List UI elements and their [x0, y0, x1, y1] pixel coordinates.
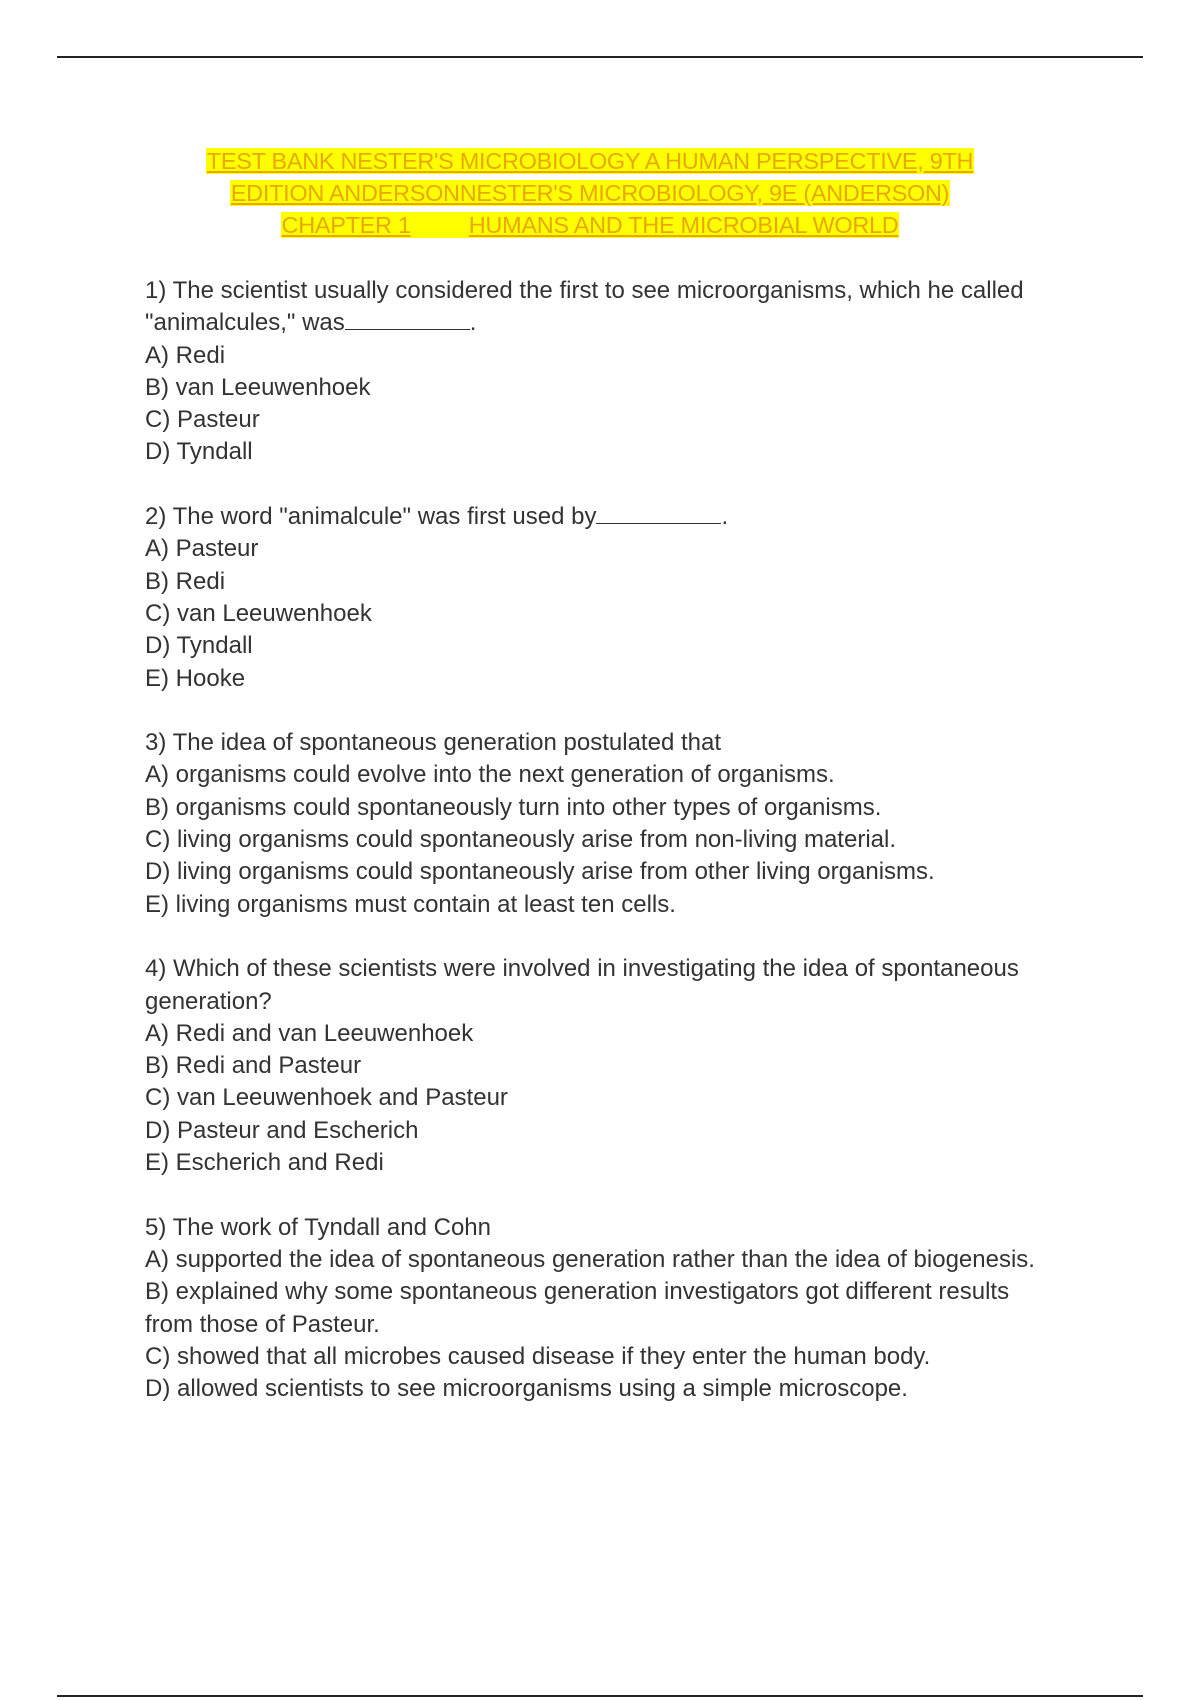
- top-rule: [57, 56, 1143, 58]
- answer-option: C) living organisms could spontaneously arise from non-living material.: [145, 826, 896, 854]
- answer-option: D) Pasteur and Escherich: [145, 1116, 419, 1144]
- answer-blank: [345, 307, 470, 330]
- answer-option: B) van Leeuwenhoek: [145, 373, 371, 401]
- answer-option: D) Tyndall: [145, 632, 253, 660]
- answer-option: D) Tyndall: [145, 438, 253, 466]
- answer-option: B) organisms could spontaneously turn into other types of organisms.: [145, 793, 882, 821]
- question-stem: 4) Which of these scientists were involved in investigating the idea of spontaneous generation?: [145, 955, 1019, 1015]
- title-line-2: EDITION ANDERSONNESTER'S MICROBIOLOGY, 9E (ANDERSON): [230, 180, 950, 206]
- chapter-title: HUMANS AND THE MICROBIAL WORLD: [468, 212, 899, 238]
- answer-option: A) Redi: [145, 341, 226, 369]
- answer-option: C) showed that all microbes caused disease if they enter the human body.: [145, 1342, 931, 1370]
- answer-option: E) Hooke: [145, 664, 246, 692]
- answer-option: D) allowed scientists to see microorganisms using a simple microscope.: [145, 1375, 908, 1403]
- bottom-rule: [57, 1695, 1143, 1697]
- answer-option: A) Redi and van Leeuwenhoek: [145, 1019, 474, 1047]
- question-2: [145, 501, 1045, 695]
- question-3: [145, 727, 1045, 921]
- answer-option: C) Pasteur: [145, 406, 260, 434]
- document-title: [140, 145, 1040, 241]
- question-list: [145, 275, 1045, 1438]
- answer-option: E) living organisms must contain at least ten cells.: [145, 890, 676, 918]
- answer-option: C) van Leeuwenhoek and Pasteur: [145, 1084, 508, 1112]
- answer-option: A) organisms could evolve into the next generation of organisms.: [145, 761, 835, 789]
- title-line-1: TEST BANK NESTER'S MICROBIOLOGY A HUMAN PERSPECTIVE, 9TH: [206, 148, 974, 174]
- answer-option: B) Redi: [145, 567, 226, 595]
- answer-option: B) Redi and Pasteur: [145, 1052, 362, 1080]
- answer-option: E) Escherich and Redi: [145, 1149, 384, 1177]
- question-5: [145, 1212, 1045, 1406]
- question-stem: 3) The idea of spontaneous generation postulated that: [145, 729, 721, 757]
- answer-option: D) living organisms could spontaneously arise from other living organisms.: [145, 858, 935, 886]
- question-stem: 1) The scientist usually considered the first to see microorganisms, which he called "animalcules," was .: [145, 277, 1024, 337]
- chapter-label: CHAPTER 1: [281, 212, 411, 238]
- answer-option: C) van Leeuwenhoek: [145, 599, 372, 627]
- answer-blank: [596, 501, 721, 524]
- question-stem: 2) The word "animalcule" was first used by .: [145, 503, 729, 531]
- chapter-heading: [281, 212, 900, 238]
- answer-option: B) explained why some spontaneous generation investigators got different results from those of Pasteur.: [145, 1278, 1010, 1338]
- answer-option: A) supported the idea of spontaneous generation rather than the idea of biogenesis.: [145, 1245, 1035, 1273]
- question-1: [145, 275, 1045, 469]
- question-4: [145, 953, 1045, 1179]
- question-stem: 5) The work of Tyndall and Cohn: [145, 1213, 491, 1241]
- answer-option: A) Pasteur: [145, 535, 259, 563]
